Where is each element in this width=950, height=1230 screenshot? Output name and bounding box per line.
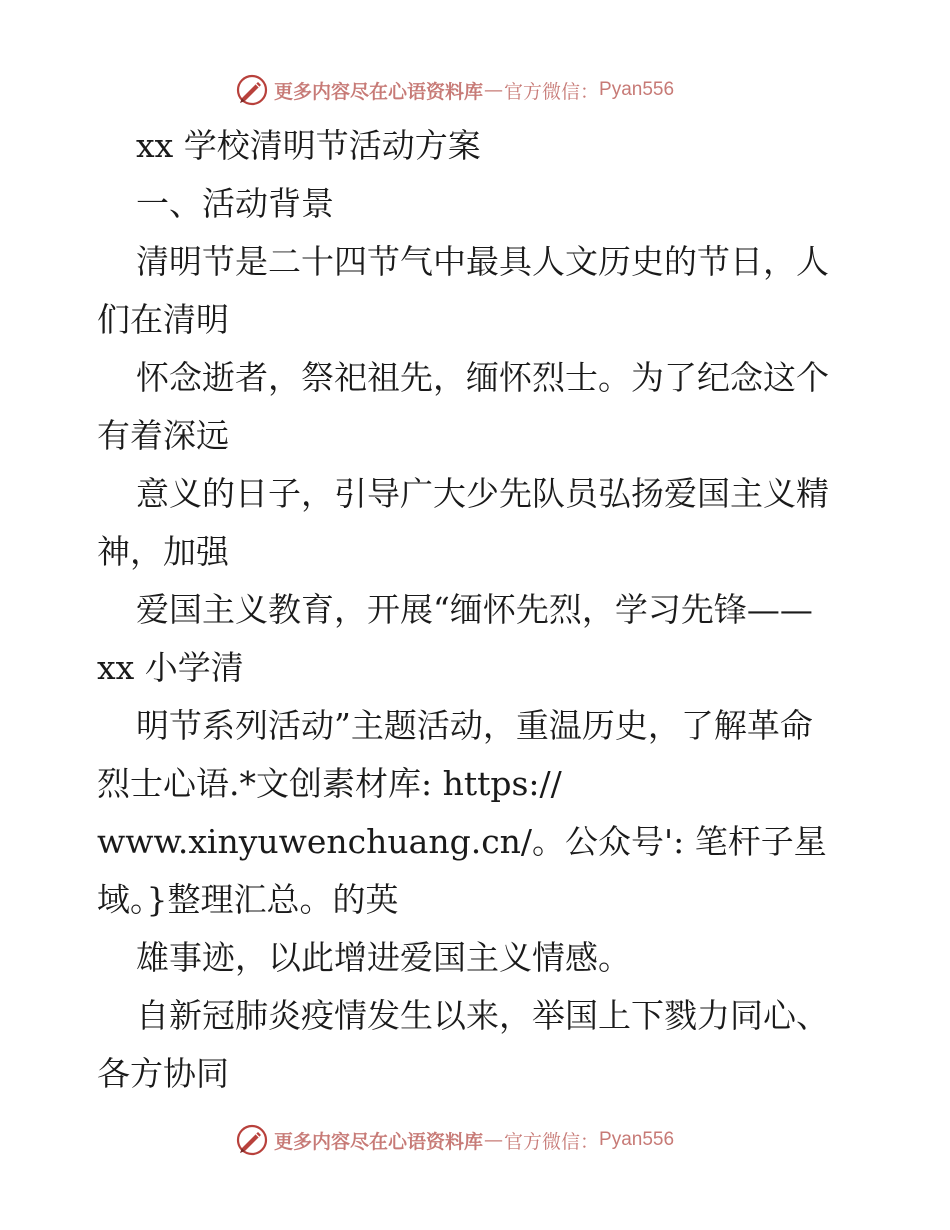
header-banner: [236, 72, 674, 108]
paragraph-line: 怀念逝者，祭祀祖先，缅怀烈士。为了纪念这个: [136, 358, 829, 397]
paragraph-line: 域。}整理汇总。的英: [97, 880, 399, 919]
paragraph-line: 各方协同: [97, 1054, 229, 1093]
footer-wechat-id: Pyan556: [599, 1129, 675, 1150]
paragraph-line: 雄事迹，以此增进爱国主义情感。: [136, 938, 631, 977]
section-heading: 一、活动背景: [136, 184, 334, 223]
header-brand-text: 更多内容尽在心语资料库: [274, 80, 484, 103]
paragraph-line: 有着深远: [97, 416, 229, 455]
paragraph-line: www.xinyuwenchuang.cn/。公众号': 笔杆子星: [97, 822, 827, 861]
pen-logo-icon: [236, 74, 268, 106]
footer-banner: [236, 1122, 674, 1158]
document-title: xx 学校清明节活动方案: [136, 126, 481, 165]
header-wechat-id: Pyan556: [599, 79, 675, 100]
header-dash: —: [484, 79, 504, 101]
paragraph-line: 们在清明: [97, 300, 229, 339]
paragraph-line: 明节系列活动”主题活动，重温历史，了解革命: [136, 706, 813, 745]
paragraph-line: 神，加强: [97, 532, 229, 571]
paragraph-line: 自新冠肺炎疫情发生以来，举国上下戮力同心、: [136, 996, 829, 1035]
paragraph-line: 意义的日子，引导广大少先队员弘扬爱国主义精: [136, 474, 829, 513]
paragraph-line: xx 小学清: [97, 648, 244, 687]
paragraph-line: 烈士心语.*文创素材库: https://: [97, 764, 562, 803]
paragraph-line: 清明节是二十四节气中最具人文历史的节日，人: [136, 242, 829, 281]
paragraph-line: 爱国主义教育，开展“缅怀先烈，学习先锋——: [136, 590, 813, 629]
pen-logo-icon: [236, 1124, 268, 1156]
footer-brand-text: 更多内容尽在心语资料库: [274, 1130, 484, 1153]
footer-wechat-label: 官方微信：: [504, 1130, 600, 1153]
footer-dash: —: [484, 1129, 504, 1151]
header-wechat-label: 官方微信：: [504, 80, 600, 103]
